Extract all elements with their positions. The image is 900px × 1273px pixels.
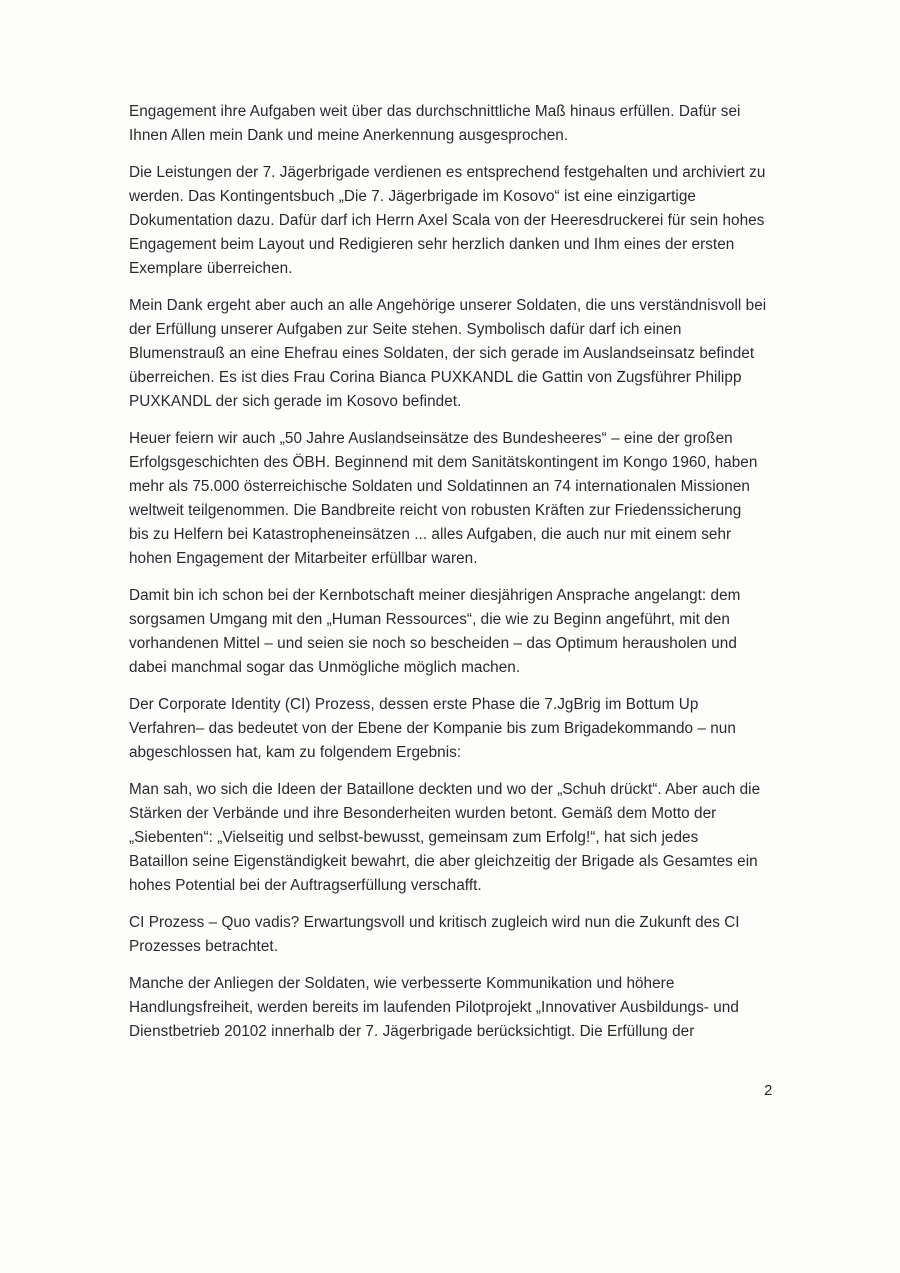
paragraph bbox=[129, 100, 789, 148]
document-body bbox=[129, 100, 789, 1057]
text-line: Erfolgsgeschichten des ÖBH. Beginnend mit dem Sanitätskontingent im Kongo 1960, haben bbox=[129, 454, 758, 471]
text-line: CI Prozess – Quo vadis? Erwartungsvoll und kritisch zugleich wird nun die Zukunft des CI bbox=[129, 914, 740, 931]
text-line: Damit bin ich schon bei der Kernbotschaft meiner diesjährigen Ansprache angelangt: dem bbox=[129, 587, 741, 604]
text-line: „Siebenten“: „Vielseitig und selbst-bewusst, gemeinsam zum Erfolg!“, hat sich jedes bbox=[129, 829, 699, 846]
text-line: Exemplare überreichen. bbox=[129, 260, 293, 277]
paragraph bbox=[129, 911, 789, 959]
text-line: Handlungsfreiheit, werden bereits im laufenden Pilotprojekt „Innovativer Ausbildungs- und bbox=[129, 999, 739, 1016]
text-line: mehr als 75.000 österreichische Soldaten und Soldatinnen an 74 internationalen Missionen bbox=[129, 478, 750, 495]
text-line: weltweit teilgenommen. Die Bandbreite reicht von robusten Kräften zur Friedenssicherung bbox=[129, 502, 742, 519]
text-line: dabei manchmal sogar das Unmögliche möglich machen. bbox=[129, 659, 521, 676]
text-line: Dokumentation dazu. Dafür darf ich Herrn Axel Scala von der Heeresdruckerei für sein hohes bbox=[129, 212, 765, 229]
text-line: sorgsamen Umgang mit den „Human Ressources“, die wie zu Beginn angeführt, mit den bbox=[129, 611, 730, 628]
text-line: bis zu Helfern bei Katastropheneinsätzen ... alles Aufgaben, die auch nur mit einem sehr bbox=[129, 526, 732, 543]
text-line: Verfahren– das bedeutet von der Ebene der Kompanie bis zum Brigadekommando – nun bbox=[129, 720, 736, 737]
paragraph bbox=[129, 584, 789, 680]
paragraph bbox=[129, 693, 789, 765]
text-line: Engagement beim Layout und Redigieren sehr herzlich danken und Ihm eines der ersten bbox=[129, 236, 735, 253]
text-line: Engagement ihre Aufgaben weit über das durchschnittliche Maß hinaus erfüllen. Dafür sei bbox=[129, 103, 741, 120]
text-line: hohen Engagement der Mitarbeiter erfüllbar waren. bbox=[129, 550, 478, 567]
text-line: Blumenstrauß an eine Ehefrau eines Soldaten, der sich gerade im Auslandseinsatz befindet bbox=[129, 345, 755, 362]
page-number: 2 bbox=[764, 1082, 773, 1099]
text-line: Prozesses betrachtet. bbox=[129, 938, 278, 955]
paragraph bbox=[129, 972, 789, 1044]
text-line: Die Leistungen der 7. Jägerbrigade verdienen es entsprechend festgehalten und archiviert zu bbox=[129, 164, 766, 181]
text-line: überreichen. Es ist dies Frau Corina Bianca PUXKANDL die Gattin von Zugsführer Philipp bbox=[129, 369, 742, 386]
text-line: vorhandenen Mittel – und seien sie noch so bescheiden – das Optimum herausholen und bbox=[129, 635, 737, 652]
paragraph bbox=[129, 778, 789, 898]
paragraph bbox=[129, 294, 789, 414]
text-line: Mein Dank ergeht aber auch an alle Angehörige unserer Soldaten, die uns verständnisvoll bei bbox=[129, 297, 767, 314]
text-line: Stärken der Verbände und ihre Besonderheiten wurden betont. Gemäß dem Motto der bbox=[129, 805, 717, 822]
text-line: Manche der Anliegen der Soldaten, wie verbesserte Kommunikation und höhere bbox=[129, 975, 675, 992]
text-line: PUXKANDL der sich gerade im Kosovo befindet. bbox=[129, 393, 462, 410]
text-line: Heuer feiern wir auch „50 Jahre Auslandseinsätze des Bundesheeres“ – eine der großen bbox=[129, 430, 733, 447]
text-line: Der Corporate Identity (CI) Prozess, dessen erste Phase die 7.JgBrig im Bottum Up bbox=[129, 696, 699, 713]
text-line: werden. Das Kontingentsbuch „Die 7. Jägerbrigade im Kosovo“ ist eine einzigartige bbox=[129, 188, 696, 205]
text-line: der Erfüllung unserer Aufgaben zur Seite stehen. Symbolisch dafür darf ich einen bbox=[129, 321, 682, 338]
paragraph bbox=[129, 161, 789, 281]
text-line: Man sah, wo sich die Ideen der Bataillone deckten und wo der „Schuh drückt“. Aber auch die bbox=[129, 781, 761, 798]
text-line: hohes Potential bei der Auftragserfüllung verschafft. bbox=[129, 877, 482, 894]
text-line: Bataillon seine Eigenständigkeit bewahrt, die aber gleichzeitig der Brigade als Gesamtes ein bbox=[129, 853, 758, 870]
text-line: Dienstbetrieb 20102 innerhalb der 7. Jägerbrigade berücksichtigt. Die Erfüllung der bbox=[129, 1023, 695, 1040]
paragraph bbox=[129, 427, 789, 571]
text-line: abgeschlossen hat, kam zu folgendem Ergebnis: bbox=[129, 744, 462, 761]
text-line: Ihnen Allen mein Dank und meine Anerkennung ausgesprochen. bbox=[129, 127, 569, 144]
